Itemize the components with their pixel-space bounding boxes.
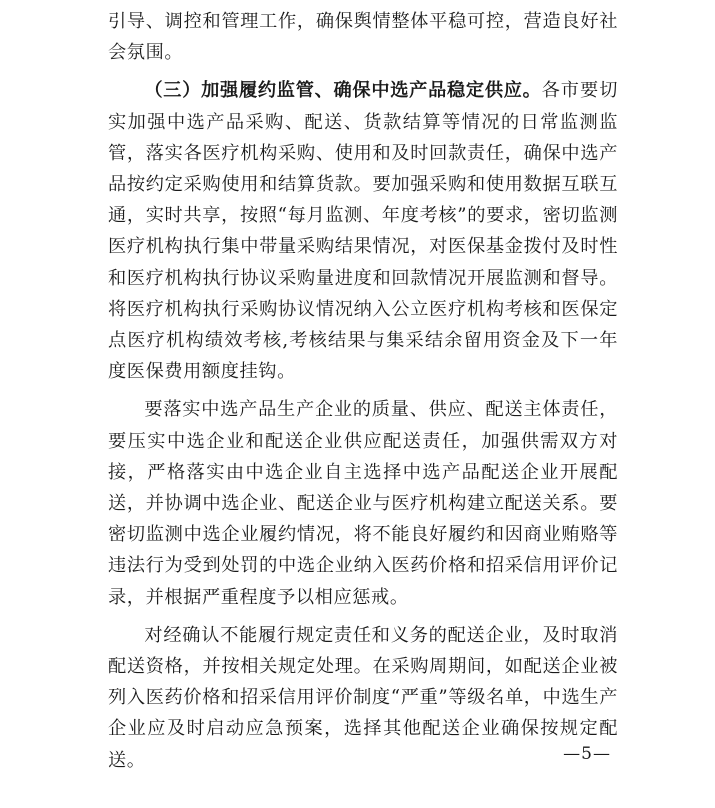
- body-text: [108, 6, 618, 776]
- paragraph-continued: [108, 6, 618, 68]
- paragraph-distributor-disqualification: [108, 620, 618, 776]
- paragraph-text: 各市要切实加强中选产品采购、配送、货款结算等情况的日常监测监管，落实各医疗机构采购、使用和及时回款责任，确保中选产品按约定采购使用和结算货款。要加强采购和使用数据互联互通，实时共享，按照“每月监测、年度考核”的要求，密切监测医疗机构执行集中带量采购结果情况，对医保基金拨付及时性和医疗机构执行协议采购量进度和回款情况开展监测和督导。将医疗机构执行采购协议情况纳入公立医疗机构考核和医保定点医疗机构绩效考核,考核结果与集采结余留用资金及下一年度医保费用额度挂钩。: [108, 80, 618, 383]
- paragraph-text: 要落实中选产品生产企业的质量、供应、配送主体责任，要压实中选企业和配送企业供应配送责任，加强供需双方对接，严格落实由中选企业自主选择中选产品配送企业开展配送，并协调中选企业、配送企业与医疗机构建立配送关系。要密切监测中选企业履约情况，将不能良好履约和因商业贿赂等违法行为受到处罚的中选企业纳入医药价格和招采信用评价记录，并根据严重程度予以相应惩戒。: [108, 399, 618, 608]
- paragraph-supplier-responsibility: [108, 394, 618, 612]
- paragraph-section-three: [108, 75, 618, 387]
- page-number: —5—: [563, 744, 611, 764]
- section-heading: （三）加强履约监管、确保中选产品稳定供应。: [144, 80, 542, 102]
- paragraph-text: 对经确认不能履行规定责任和义务的配送企业，及时取消配送资格，并按相关规定处理。在采购周期间，如配送企业被列入医药价格和招采信用评价制度“严重”等级名单，中选生产企业应及时启动应急预案，选择其他配送企业确保按规定配送。: [108, 624, 618, 771]
- paragraph-text: 引导、调控和管理工作，确保舆情整体平稳可控，营造良好社会氛围。: [108, 11, 618, 64]
